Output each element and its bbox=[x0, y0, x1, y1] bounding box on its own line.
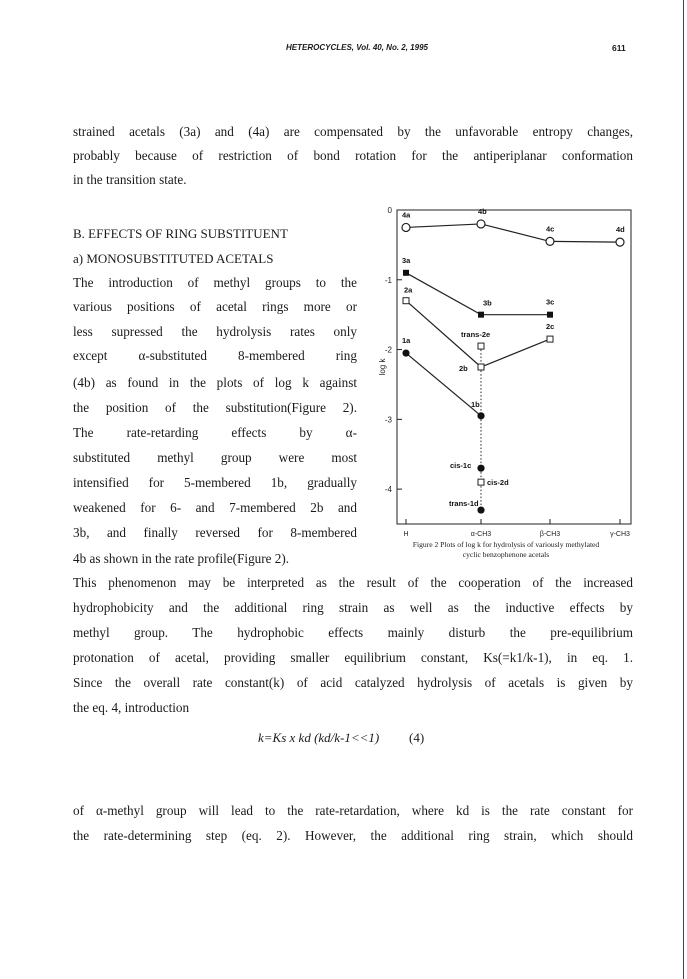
point-label: 2b bbox=[459, 364, 468, 373]
series-line bbox=[406, 273, 550, 315]
y-tick-label: -4 bbox=[384, 485, 392, 495]
data-point bbox=[547, 312, 553, 318]
final-line-1: of α-methyl group will lead to the rate-retardation, where kd is the rate constant for bbox=[73, 803, 633, 818]
point-label: 3b bbox=[483, 298, 492, 308]
data-point bbox=[616, 238, 624, 246]
data-point bbox=[403, 298, 409, 304]
body-line-1: This phenomenon may be interpreted as the result of the cooperation of the increased bbox=[73, 575, 633, 590]
y-axis-label: log k bbox=[378, 358, 387, 376]
left-line-4: except α-substituted 8-membered ring bbox=[73, 348, 357, 363]
point-label: 4b bbox=[478, 206, 487, 216]
point-label: cis-2d bbox=[487, 478, 509, 488]
point-label: 4c bbox=[546, 224, 555, 234]
data-point bbox=[546, 237, 554, 245]
caption-line-2: cyclic benzophenone acetals bbox=[462, 550, 550, 559]
right-edge-rule bbox=[683, 0, 684, 979]
left-line-7: The rate-retarding effects by α- bbox=[73, 425, 357, 440]
section-subheading: a) MONOSUBSTITUTED ACETALS bbox=[73, 251, 274, 266]
point-label: 4a bbox=[402, 210, 411, 220]
equation-4 bbox=[258, 730, 425, 746]
point-label: 2c bbox=[546, 322, 555, 332]
equation-text: k=Ks x kd (kd/k-1<<1) bbox=[258, 730, 380, 745]
running-header bbox=[0, 43, 687, 57]
data-point bbox=[403, 270, 409, 276]
series-line bbox=[406, 353, 481, 416]
log-k-chart bbox=[375, 202, 635, 542]
y-tick-label: 0 bbox=[387, 206, 392, 215]
left-line-5: (4b) as found in the plots of log k against bbox=[73, 375, 357, 390]
body-line-4: protonation of acetal, providing smaller equilibrium constant, Ks(=k1/k-1), in eq. 1. bbox=[73, 650, 633, 665]
point-label: 3c bbox=[546, 297, 555, 307]
body-line-6: the eq. 4, introduction bbox=[73, 700, 190, 715]
x-tick-label: β-CH3 bbox=[539, 531, 561, 538]
left-line-9: intensified for 5-membered 1b, gradually bbox=[73, 475, 357, 490]
figure-caption bbox=[375, 540, 637, 560]
data-point bbox=[547, 336, 553, 342]
x-tick-label: α-CH3 bbox=[470, 531, 492, 538]
page-number: 611 bbox=[612, 43, 626, 53]
left-line-8: substituted methyl group were most bbox=[73, 450, 357, 465]
left-line-12: 4b as shown in the rate profile(Figure 2). bbox=[73, 551, 290, 566]
data-point bbox=[477, 412, 484, 419]
left-line-1: The introduction of methyl groups to the bbox=[73, 275, 357, 290]
point-label: 3a bbox=[402, 255, 411, 265]
series-line bbox=[406, 224, 620, 242]
intro-line-2: probably because of restriction of bond rotation for the antiperiplanar conformation bbox=[73, 148, 633, 163]
point-label: 1b bbox=[471, 399, 480, 409]
y-tick-label: -1 bbox=[384, 275, 392, 285]
intro-line-3: in the transition state. bbox=[73, 172, 187, 187]
figure-2 bbox=[375, 202, 635, 562]
data-point bbox=[478, 479, 484, 485]
point-label: trans-2e bbox=[461, 330, 491, 340]
point-label: trans-1d bbox=[449, 499, 479, 509]
data-point bbox=[402, 349, 409, 356]
data-point bbox=[478, 343, 484, 349]
data-point bbox=[402, 223, 410, 231]
left-line-6: the position of the substitution(Figure 2). bbox=[73, 400, 357, 415]
body-line-5: Since the overall rate constant(k) of acid catalyzed hydrolysis of acetals is given by bbox=[73, 675, 633, 690]
y-tick-label: -2 bbox=[384, 345, 392, 355]
data-point bbox=[477, 465, 484, 472]
data-point bbox=[478, 364, 484, 370]
intro-line-1: strained acetals (3a) and (4a) are compensated by the unfavorable entropy changes, bbox=[73, 124, 633, 139]
y-tick-label: -3 bbox=[384, 415, 392, 425]
final-line-2: the rate-determining step (eq. 2). However, the additional ring strain, which should bbox=[73, 828, 633, 843]
left-line-3: less supressed the hydrolysis rates only bbox=[73, 324, 357, 339]
point-label: 2a bbox=[404, 285, 413, 295]
x-tick-label: γ-CH3 bbox=[610, 531, 630, 538]
body-line-3: methyl group. The hydrophobic effects mainly disturb the pre-equilibrium bbox=[73, 625, 633, 640]
data-point bbox=[477, 220, 485, 228]
section-heading: B. EFFECTS OF RING SUBSTITUENT bbox=[73, 226, 288, 241]
body-line-2: hydrophobicity and the additional ring strain as well as the inductive effects by bbox=[73, 600, 633, 615]
point-label: 1a bbox=[402, 336, 411, 346]
left-line-11: 3b, and finally reversed for 8-membered bbox=[73, 525, 357, 540]
plot-frame bbox=[397, 210, 631, 524]
equation-number: (4) bbox=[409, 730, 425, 745]
x-tick-label: H bbox=[403, 531, 409, 538]
caption-line-1: Figure 2 Plots of log k for hydrolysis of variously methylated bbox=[412, 540, 600, 549]
point-label: cis-1c bbox=[450, 461, 472, 471]
left-line-2: various positions of acetal rings more or bbox=[73, 299, 357, 314]
journal-title: HETEROCYCLES, Vol. 40, No. 2, 1995 bbox=[286, 43, 428, 52]
left-line-10: weakened for 6- and 7-membered 2b and bbox=[73, 500, 357, 515]
point-label: 4d bbox=[616, 225, 625, 235]
data-point bbox=[478, 312, 484, 318]
